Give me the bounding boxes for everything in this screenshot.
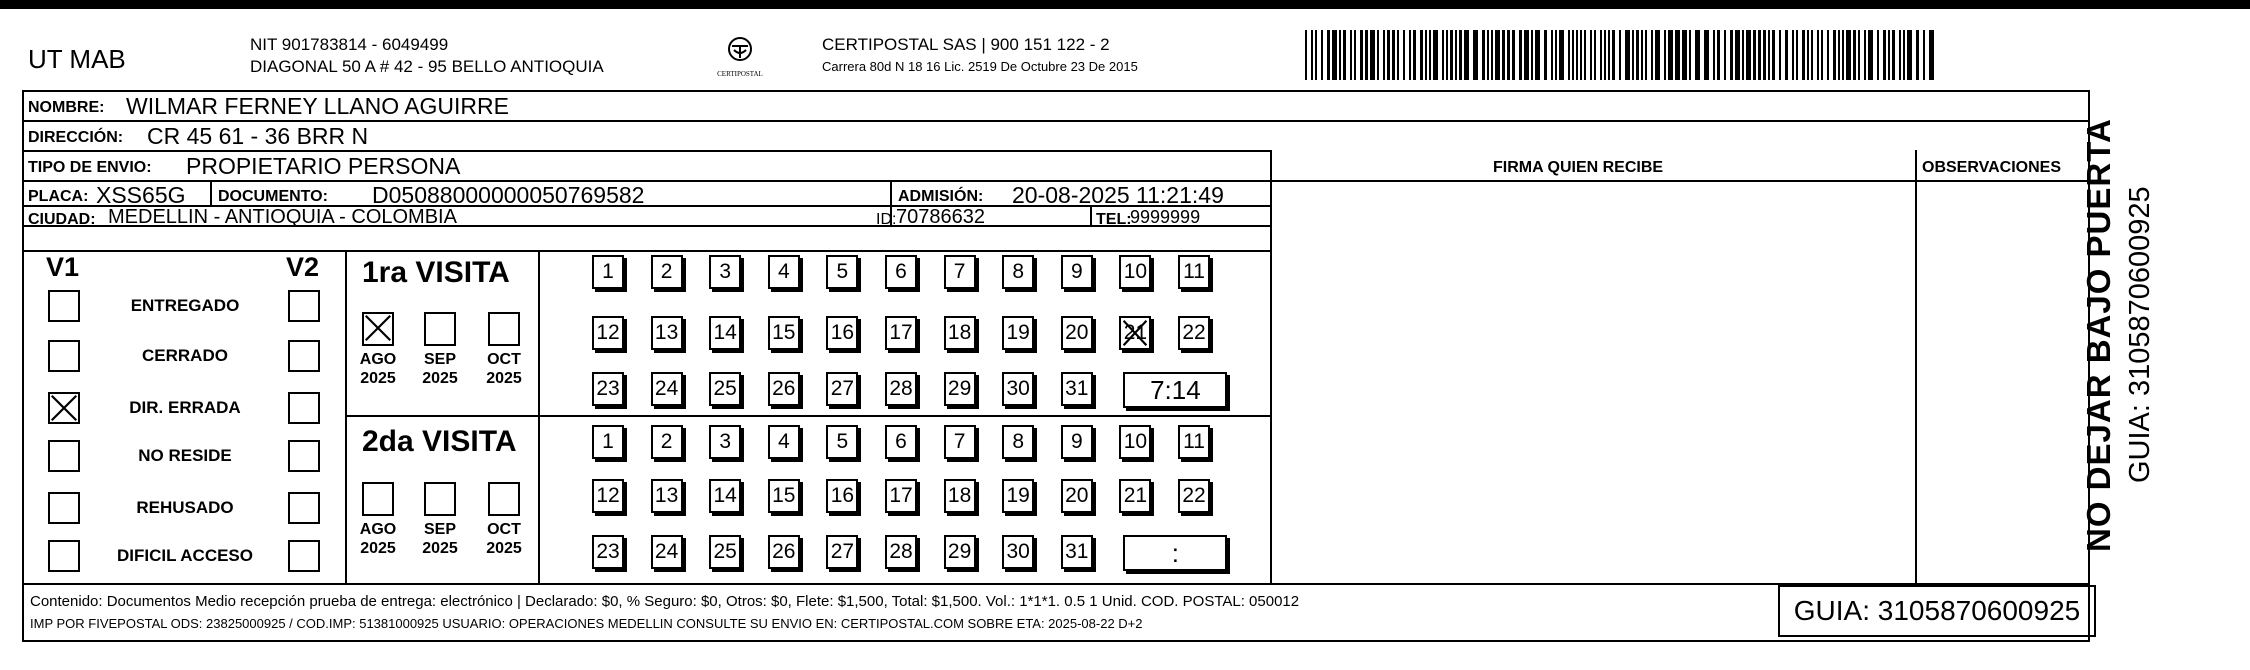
time-field[interactable]: : bbox=[1123, 535, 1227, 571]
v1-header: V1 bbox=[46, 252, 80, 282]
barcode-bar bbox=[1858, 30, 1860, 80]
carrier-license: Carrera 80d N 18 16 Lic. 2519 De Octubre 23 De 2015 bbox=[822, 59, 1138, 74]
barcode-bar bbox=[1327, 30, 1330, 80]
barcode-bar bbox=[1758, 30, 1761, 80]
day-checkbox[interactable]: 10 bbox=[1119, 425, 1151, 459]
barcode-icon bbox=[1305, 30, 1935, 80]
month-year: 2025 bbox=[360, 540, 396, 557]
month-checkbox[interactable] bbox=[424, 482, 456, 516]
footer-imp: IMP POR FIVEPOSTAL ODS: 23825000925 / COD.IMP: 51381000925 USUARIO: OPERACIONES MEDELLIN CONSULTE SU ENVIO EN: CERTIPOSTAL.COM SOBRE ETA: 2025-08-22 D+2 bbox=[30, 616, 1143, 631]
day-checkbox[interactable]: 5 bbox=[826, 425, 858, 459]
barcode-bar bbox=[1429, 30, 1431, 80]
day-checkbox[interactable]: 18 bbox=[944, 479, 976, 513]
barcode-bar bbox=[1580, 30, 1582, 80]
barcode-bar bbox=[1590, 30, 1592, 80]
barcode-bar bbox=[1339, 30, 1341, 80]
barcode-bar bbox=[1387, 30, 1390, 80]
month-year: 2025 bbox=[422, 540, 458, 557]
month-name: SEP bbox=[423, 351, 456, 368]
day-checkbox[interactable]: 17 bbox=[885, 316, 917, 350]
barcode-bar bbox=[1842, 30, 1844, 80]
barcode-bar bbox=[1383, 30, 1385, 80]
v1-checkbox[interactable] bbox=[48, 492, 80, 524]
month-year: 2025 bbox=[360, 370, 396, 387]
placa-value: XSS65G bbox=[96, 182, 186, 208]
day-checkbox[interactable]: 6 bbox=[885, 425, 917, 459]
barcode-bar bbox=[1682, 30, 1687, 80]
barcode-bar bbox=[1730, 30, 1733, 80]
status-label: DIFICIL ACCESO bbox=[116, 546, 253, 565]
barcode-bar bbox=[1695, 30, 1700, 80]
sender-nit: NIT 901783814 - 6049499 bbox=[250, 35, 449, 54]
barcode-bar bbox=[1923, 30, 1925, 80]
barcode-bar bbox=[1753, 30, 1756, 80]
barcode-bar bbox=[1817, 30, 1819, 80]
barcode-bar bbox=[1838, 30, 1840, 80]
barcode-bar bbox=[1420, 30, 1423, 80]
day-checkbox[interactable]: 12 bbox=[592, 316, 624, 350]
month-name: SEP bbox=[423, 521, 456, 538]
barcode-bar bbox=[1746, 30, 1751, 80]
barcode-bar bbox=[1903, 30, 1905, 80]
day-checkbox[interactable]: 29 bbox=[944, 535, 976, 569]
barcode-bar bbox=[1899, 30, 1901, 80]
nombre-value: WILMAR FERNEY LLANO AGUIRRE bbox=[126, 93, 509, 119]
ciudad-value: MEDELLIN - ANTIOQUIA - COLOMBIA bbox=[108, 206, 457, 228]
guia-number: GUIA: 3105870600925 bbox=[1778, 585, 2096, 637]
barcode-bar bbox=[1668, 30, 1673, 80]
side-notice bbox=[2080, 110, 2160, 570]
day-checkbox[interactable]: 30 bbox=[1002, 535, 1034, 569]
barcode-bar bbox=[1473, 30, 1478, 80]
visit1-title: 1ra VISITA bbox=[362, 256, 510, 289]
day-checkbox[interactable]: 15 bbox=[768, 316, 800, 350]
month-name: AGO bbox=[359, 351, 397, 368]
month-label bbox=[479, 350, 529, 388]
day-checkbox[interactable]: 16 bbox=[826, 316, 858, 350]
barcode-bar bbox=[1425, 30, 1427, 80]
day-checkbox[interactable]: 9 bbox=[1061, 255, 1093, 289]
barcode-bar bbox=[1459, 30, 1462, 80]
barcode-bar bbox=[1332, 30, 1337, 80]
barcode-bar bbox=[1397, 30, 1399, 80]
barcode-bar bbox=[1772, 30, 1775, 80]
month-year: 2025 bbox=[486, 540, 522, 557]
divider bbox=[345, 415, 1270, 417]
month-checkbox[interactable] bbox=[488, 312, 520, 346]
day-checkbox[interactable]: 20 bbox=[1061, 479, 1093, 513]
barcode-bar bbox=[1315, 30, 1317, 80]
barcode-bar bbox=[1487, 30, 1489, 80]
barcode-bar bbox=[1892, 30, 1895, 80]
v1-checkbox[interactable] bbox=[48, 392, 80, 424]
direccion-value: CR 45 61 - 36 BRR N bbox=[147, 123, 369, 149]
carrier-info bbox=[822, 34, 1138, 78]
day-checkbox[interactable]: 8 bbox=[1002, 255, 1034, 289]
status-label: ENTREGADO bbox=[130, 296, 240, 315]
day-checkbox[interactable]: 4 bbox=[768, 425, 800, 459]
month-checkbox[interactable] bbox=[424, 312, 456, 346]
v1-checkbox[interactable] bbox=[48, 340, 80, 372]
day-checkbox[interactable]: 6 bbox=[885, 255, 917, 289]
barcode-bar bbox=[1833, 30, 1836, 80]
ciudad-label: CIUDAD: bbox=[28, 211, 96, 228]
day-checkbox[interactable]: 11 bbox=[1178, 425, 1210, 459]
tipo-envio-label: TIPO DE ENVIO: bbox=[28, 159, 152, 176]
v1-checkbox[interactable] bbox=[48, 440, 80, 472]
nombre-label: NOMBRE: bbox=[28, 99, 105, 116]
id-value: 70786632 bbox=[896, 206, 985, 228]
day-number: 21 bbox=[1123, 321, 1148, 344]
barcode-bar bbox=[1779, 30, 1781, 80]
month-checkbox[interactable] bbox=[362, 312, 394, 346]
tel-value: 9999999 bbox=[1130, 207, 1201, 227]
day-checkbox[interactable]: 9 bbox=[1061, 425, 1093, 459]
day-checkbox[interactable]: 8 bbox=[1002, 425, 1034, 459]
day-checkbox[interactable]: 23 bbox=[592, 372, 624, 406]
v2-checkbox[interactable] bbox=[288, 290, 320, 322]
barcode-bar bbox=[1802, 30, 1805, 80]
barcode-bar bbox=[1354, 30, 1356, 80]
day-checkbox[interactable]: 4 bbox=[768, 255, 800, 289]
brand-name: UT MAB bbox=[28, 44, 126, 74]
day-checkbox[interactable]: 28 bbox=[885, 372, 917, 406]
day-checkbox[interactable]: 3 bbox=[709, 425, 741, 459]
month-year: 2025 bbox=[422, 370, 458, 387]
firma-label: FIRMA QUIEN RECIBE bbox=[1493, 159, 1664, 176]
month-checkbox[interactable] bbox=[362, 482, 394, 516]
no-dejar-bajo-puerta: NO DEJAR BAJO PUERTA bbox=[2080, 118, 2117, 552]
day-checkbox[interactable]: 28 bbox=[885, 535, 917, 569]
barcode-bar bbox=[1519, 30, 1522, 80]
month-year: 2025 bbox=[486, 370, 522, 387]
barcode-bar bbox=[1868, 30, 1873, 80]
barcode-bar bbox=[1846, 30, 1851, 80]
admision-value: 20-08-2025 11:21:49 bbox=[1012, 182, 1224, 208]
barcode-bar bbox=[1464, 30, 1469, 80]
day-checkbox[interactable]: 1 bbox=[592, 425, 624, 459]
barcode-bar bbox=[1502, 30, 1505, 80]
barcode-bar bbox=[1482, 30, 1485, 80]
documento-value: D05088000000050769582 bbox=[372, 182, 645, 208]
documento-label: DOCUMENTO: bbox=[218, 188, 328, 205]
barcode-bar bbox=[1360, 30, 1363, 80]
barcode-bar bbox=[1305, 30, 1307, 80]
month-label bbox=[415, 520, 465, 558]
day-checkbox[interactable]: 13 bbox=[651, 479, 683, 513]
barcode-bar bbox=[1392, 30, 1395, 80]
day-checkbox[interactable]: 11 bbox=[1178, 255, 1210, 289]
barcode-bar bbox=[1763, 30, 1766, 80]
barcode-bar bbox=[1864, 30, 1866, 80]
barcode-bar bbox=[1888, 30, 1890, 80]
v2-checkbox[interactable] bbox=[288, 340, 320, 372]
id-label: ID: bbox=[876, 211, 897, 228]
v1-checkbox[interactable] bbox=[48, 540, 80, 572]
barcode-bar bbox=[1512, 30, 1515, 80]
day-checkbox[interactable]: 29 bbox=[944, 372, 976, 406]
barcode-bar bbox=[1608, 30, 1610, 80]
month-label bbox=[479, 520, 529, 558]
day-checkbox[interactable]: 15 bbox=[768, 479, 800, 513]
barcode-bar bbox=[1377, 30, 1379, 80]
day-checkbox[interactable]: 24 bbox=[651, 535, 683, 569]
barcode-bar bbox=[1713, 30, 1715, 80]
sender-address: DIAGONAL 50 A # 42 - 95 BELLO ANTIOQUIA bbox=[250, 57, 604, 76]
divider bbox=[1915, 150, 1917, 583]
barcode-bar bbox=[1450, 30, 1453, 80]
tipo-envio-value: PROPIETARIO PERSONA bbox=[186, 153, 461, 179]
barcode-bar bbox=[1625, 30, 1630, 80]
v2-checkbox[interactable] bbox=[288, 540, 320, 572]
barcode-bar bbox=[1572, 30, 1574, 80]
day-checkbox[interactable]: 17 bbox=[885, 479, 917, 513]
placa-label: PLACA: bbox=[28, 188, 89, 205]
barcode-bar bbox=[1365, 30, 1368, 80]
barcode-bar bbox=[1576, 30, 1578, 80]
day-checkbox[interactable]: 22 bbox=[1178, 316, 1210, 350]
day-checkbox[interactable]: 23 bbox=[592, 535, 624, 569]
day-checkbox[interactable]: 5 bbox=[826, 255, 858, 289]
month-label bbox=[415, 350, 465, 388]
barcode-bar bbox=[1735, 30, 1740, 80]
carrier-name: CERTIPOSTAL SAS | 900 151 122 - 2 bbox=[822, 35, 1110, 54]
month-name: OCT bbox=[487, 351, 521, 368]
day-checkbox[interactable]: 26 bbox=[768, 372, 800, 406]
barcode-bar bbox=[1442, 30, 1444, 80]
day-checkbox[interactable]: 19 bbox=[1002, 316, 1034, 350]
barcode-bar bbox=[1807, 30, 1809, 80]
barcode-bar bbox=[1584, 30, 1586, 80]
barcode-bar bbox=[1768, 30, 1770, 80]
barcode-bar bbox=[1600, 30, 1602, 80]
barcode-bar bbox=[1446, 30, 1448, 80]
barcode-bar bbox=[1827, 30, 1829, 80]
day-checkbox[interactable]: 31 bbox=[1061, 372, 1093, 406]
day-checkbox[interactable]: 3 bbox=[709, 255, 741, 289]
barcode-bar bbox=[1704, 30, 1709, 80]
barcode-bar bbox=[1612, 30, 1615, 80]
barcode-bar bbox=[1717, 30, 1720, 80]
v2-checkbox[interactable] bbox=[288, 440, 320, 472]
barcode-bar bbox=[1877, 30, 1879, 80]
barcode-bar bbox=[1491, 30, 1493, 80]
month-label bbox=[353, 350, 403, 388]
barcode-bar bbox=[1559, 30, 1564, 80]
divider bbox=[1270, 150, 1272, 583]
month-label bbox=[353, 520, 403, 558]
day-checkbox[interactable]: 21 bbox=[1119, 479, 1151, 513]
month-checkbox[interactable] bbox=[488, 482, 520, 516]
barcode-bar bbox=[1929, 30, 1934, 80]
barcode-bar bbox=[1821, 30, 1823, 80]
barcode-bar bbox=[1350, 30, 1352, 80]
barcode-bar bbox=[1403, 30, 1405, 80]
barcode-bar bbox=[1689, 30, 1691, 80]
barcode-bar bbox=[1524, 30, 1529, 80]
divider bbox=[210, 180, 212, 205]
barcode-bar bbox=[1853, 30, 1856, 80]
barcode-bar bbox=[1568, 30, 1570, 80]
barcode-bar bbox=[1883, 30, 1886, 80]
day-checkbox[interactable]: 26 bbox=[768, 535, 800, 569]
barcode-bar bbox=[1675, 30, 1680, 80]
barcode-bar bbox=[1495, 30, 1500, 80]
barcode-bar bbox=[1907, 30, 1912, 80]
certipostal-logo-icon bbox=[712, 36, 768, 80]
barcode-bar bbox=[1724, 30, 1726, 80]
direccion-label: DIRECCIÓN: bbox=[28, 129, 124, 146]
day-checkbox[interactable]: 2 bbox=[651, 255, 683, 289]
status-label: CERRADO bbox=[142, 346, 228, 365]
barcode-bar bbox=[1796, 30, 1798, 80]
time-field[interactable]: 7:14 bbox=[1123, 372, 1227, 408]
divider bbox=[22, 250, 1270, 252]
day-checkbox[interactable]: 13 bbox=[651, 316, 683, 350]
barcode-bar bbox=[1594, 30, 1596, 80]
barcode-bar bbox=[1555, 30, 1557, 80]
status-label: DIR. ERRADA bbox=[129, 398, 241, 417]
barcode-bar bbox=[1370, 30, 1375, 80]
day-checkbox[interactable] bbox=[1119, 316, 1151, 350]
divider bbox=[538, 250, 540, 583]
v2-checkbox[interactable] bbox=[288, 392, 320, 424]
barcode-bar bbox=[1632, 30, 1634, 80]
day-checkbox[interactable]: 20 bbox=[1061, 316, 1093, 350]
barcode-bar bbox=[1311, 30, 1313, 80]
barcode-bar bbox=[1655, 30, 1660, 80]
month-name: AGO bbox=[359, 521, 397, 538]
tel-label: TEL: bbox=[1096, 211, 1132, 228]
visit2-title: 2da VISITA bbox=[362, 425, 517, 458]
barcode-bar bbox=[1651, 30, 1653, 80]
barcode-bar bbox=[1455, 30, 1457, 80]
month-name: OCT bbox=[487, 521, 521, 538]
v2-checkbox[interactable] bbox=[288, 492, 320, 524]
barcode-bar bbox=[1433, 30, 1438, 80]
status-label: REHUSADO bbox=[136, 498, 234, 517]
status-label: NO RESIDE bbox=[138, 446, 232, 465]
divider bbox=[22, 150, 1270, 152]
barcode-bar bbox=[1535, 30, 1540, 80]
divider bbox=[22, 120, 2090, 122]
v2-header: V2 bbox=[286, 252, 320, 282]
day-checkbox[interactable]: 27 bbox=[826, 535, 858, 569]
barcode-bar bbox=[1413, 30, 1416, 80]
sender-info bbox=[250, 34, 604, 78]
day-checkbox[interactable]: 10 bbox=[1119, 255, 1151, 289]
day-checkbox[interactable]: 30 bbox=[1002, 372, 1034, 406]
barcode-bar bbox=[1551, 30, 1553, 80]
barcode-bar bbox=[1742, 30, 1744, 80]
barcode-bar bbox=[1343, 30, 1346, 80]
barcode-bar bbox=[1321, 30, 1323, 80]
barcode-bar bbox=[1664, 30, 1666, 80]
day-checkbox[interactable]: 14 bbox=[709, 316, 741, 350]
barcode-bar bbox=[1604, 30, 1606, 80]
day-checkbox[interactable]: 2 bbox=[651, 425, 683, 459]
barcode-bar bbox=[1544, 30, 1547, 80]
day-checkbox[interactable]: 12 bbox=[592, 479, 624, 513]
barcode-bar bbox=[1619, 30, 1621, 80]
top-border bbox=[0, 0, 2250, 9]
admision-label: ADMISIÓN: bbox=[898, 188, 984, 205]
barcode-bar bbox=[1811, 30, 1813, 80]
v1-checkbox[interactable] bbox=[48, 290, 80, 322]
barcode-bar bbox=[1409, 30, 1411, 80]
observaciones-label: OBSERVACIONES bbox=[1922, 159, 2061, 176]
footer-contenido: Contenido: Documentos Medio recepción prueba de entrega: electrónico | Declarado: $0, % Seguro: $0, Otros: $0, Flete: $1,500, Total: $1,500. Vol.: 1*1*1. 0.5 1 Unid. COD. POSTAL: 050012 bbox=[30, 593, 1300, 610]
day-checkbox[interactable]: 19 bbox=[1002, 479, 1034, 513]
day-checkbox[interactable]: 1 bbox=[592, 255, 624, 289]
barcode-bar bbox=[1507, 30, 1510, 80]
barcode-bar bbox=[1916, 30, 1919, 80]
day-checkbox[interactable]: 25 bbox=[709, 535, 741, 569]
day-checkbox[interactable]: 7 bbox=[944, 255, 976, 289]
barcode-bar bbox=[1636, 30, 1639, 80]
day-checkbox[interactable]: 31 bbox=[1061, 535, 1093, 569]
logo-text: CERTIPOSTAL bbox=[717, 70, 763, 78]
day-checkbox[interactable]: 18 bbox=[944, 316, 976, 350]
barcode-bar bbox=[1641, 30, 1643, 80]
day-checkbox[interactable]: 27 bbox=[826, 372, 858, 406]
day-checkbox[interactable]: 22 bbox=[1178, 479, 1210, 513]
day-checkbox[interactable]: 24 bbox=[651, 372, 683, 406]
day-checkbox[interactable]: 16 bbox=[826, 479, 858, 513]
day-checkbox[interactable]: 14 bbox=[709, 479, 741, 513]
divider bbox=[345, 250, 347, 583]
barcode-bar bbox=[1792, 30, 1794, 80]
barcode-bar bbox=[1785, 30, 1788, 80]
guia-vertical: GUIA: 3105870600925 bbox=[2124, 186, 2156, 484]
day-checkbox[interactable]: 7 bbox=[944, 425, 976, 459]
barcode-bar bbox=[1531, 30, 1533, 80]
day-checkbox[interactable]: 25 bbox=[709, 372, 741, 406]
barcode-bar bbox=[1645, 30, 1647, 80]
